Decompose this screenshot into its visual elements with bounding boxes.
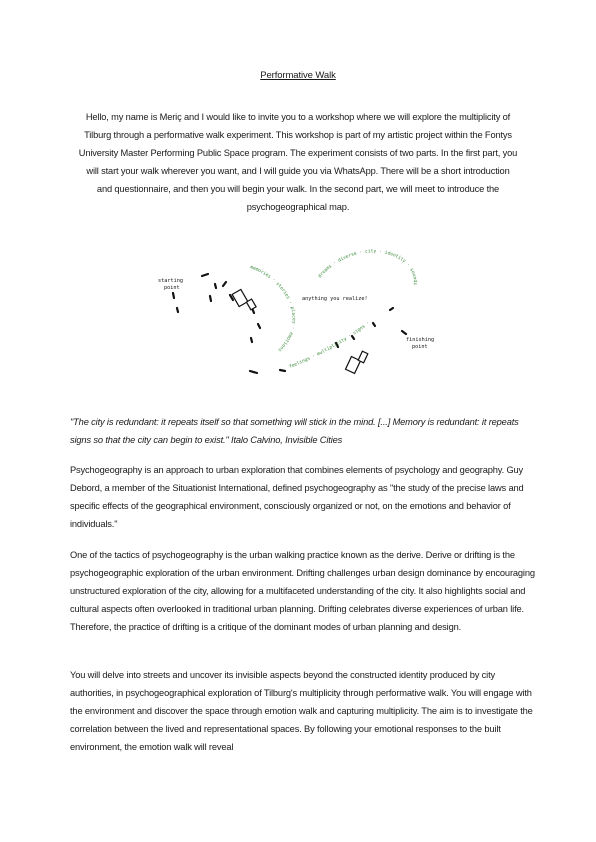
- path-text-left: memories · stories · places · emotions: [249, 265, 296, 353]
- paragraph-text: You will delve into streets and uncover its invisible aspects beyond the constructed identity produced by city authorities, in psychogeographical exploration of Tilburg's multiplicity through performative walk. You will engage with the environment and discover the space through emotion walk and capturing multiplicity. The aim is to investigate the correlation between the lived and representational spaces. By following your emotional responses to the built environment, the emotion walk will reveal: [70, 670, 533, 752]
- start-label: starting: [158, 278, 183, 284]
- finish-label: finishing: [406, 337, 435, 343]
- path-text-bottom: feelings · multiplicity · signs ·: [288, 320, 372, 370]
- start-label-2: point: [164, 285, 180, 291]
- document-title: Performative Walk: [260, 70, 336, 81]
- finish-label-2: point: [412, 344, 428, 350]
- path-text-top-right: dreams · diverse · city · identity · sounds: [317, 249, 417, 286]
- middle-label: anything you realize!: [302, 296, 368, 302]
- calvino-quote: [70, 413, 540, 449]
- paragraph-psychogeography: [70, 461, 540, 533]
- walking-path: [173, 274, 406, 373]
- quote-text: "The city is redundant: it repeats itself so that something will stick in the mind. [...] Memory is redundant: it repeats signs so that the city can begin to exist." Italo Calvino, Invisible Cities: [70, 417, 519, 445]
- intro-paragraph: [78, 109, 518, 216]
- paragraph-text: Psychogeography is an approach to urban exploration that combines elements of psychology and geography. Guy Debord, a member of the Situationist International, defined psychogeography as "the study of the precise laws and specific effects of the geographical environment, consciously organized or not, on the emotions and behavior of individuals.": [70, 465, 524, 529]
- paragraph-emotion-walk: [70, 666, 540, 756]
- paragraph-derive: [70, 546, 540, 636]
- paragraph-text: One of the tactics of psychogeography is the urban walking practice known as the derive. Derive or drifting is the psychogeographic exploration of the urban environment. Drifting challenges urban design dominance by encouraging unstructured exploration of the city, allowing for a multifaceted understanding of the city. It also highlights social and cultural aspects often overlooked in traditional urban planning. Drifting celebrates diverse experiences of urban life. Therefore, the practice of drifting is a critique of the dominant modes of urban planning and design.: [70, 550, 535, 632]
- intro-text: Hello, my name is Meriç and I would like to invite you to a workshop where we will explore the multiplicity of Tilburg through a performative walk experiment. This workshop is part of my artistic project within the Fontys University Master Performing Public Space program. The experiment consists of two parts. In the first part, you will start your walk wherever you want, and I will guide you via WhatsApp. There will be a short introduction and questionnaire, and then you will begin your walk. In the second part, we will meet to introduce the psychogeographical map.: [78, 112, 518, 212]
- psychogeographical-map-illustration: [140, 238, 460, 388]
